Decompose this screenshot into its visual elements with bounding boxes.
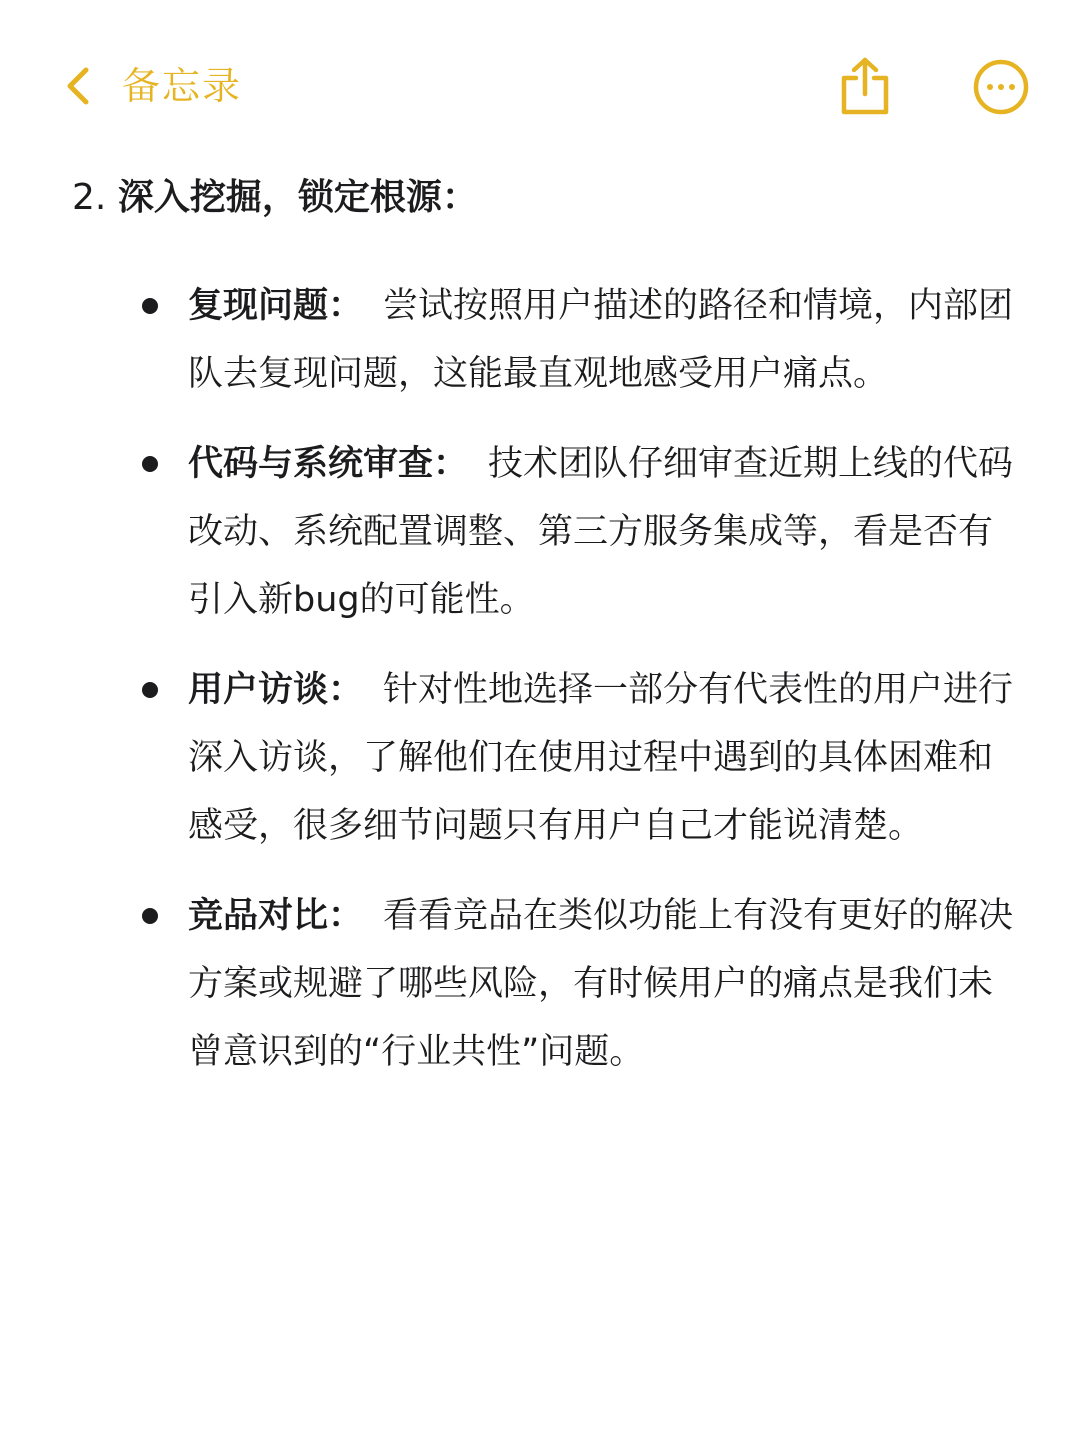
section-heading [72,172,478,224]
bullet-icon [142,682,158,698]
back-button[interactable] [62,58,242,114]
back-label: 备忘录 [122,64,243,108]
item-label: 用户访谈： [188,670,364,710]
list-item [0,272,1080,408]
list-item [0,882,1080,1086]
item-label: 竞品对比： [188,896,364,936]
bullet-icon [142,908,158,924]
share-button[interactable] [836,56,894,116]
share-icon [836,101,894,120]
navigation-bar [0,0,1080,150]
item-label: 复现问题： [188,286,364,326]
heading-text: 深入挖掘，锁定根源： [117,177,478,218]
list-item [0,656,1080,860]
bullet-icon [142,298,158,314]
chevron-left-icon [62,58,96,114]
bullet-icon [142,456,158,472]
ellipsis-circle-icon [972,101,1030,120]
item-text: 看看竞品在类似功能上有没有更好的解决方案或规避了哪些风险，有时候用户的痛点是我们未曾意识到的“行业共性”问题。 [188,896,1014,1072]
item-text: 技术团队仔细审查近期上线的代码改动、系统配置调整、第三方服务集成等，看是否有引入新bug的可能性。 [188,444,1014,620]
heading-number: 2. [72,177,107,218]
item-text: 尝试按照用户描述的路径和情境，内部团队去复现问题，这能最直观地感受用户痛点。 [188,286,1014,394]
more-options-button[interactable] [972,58,1030,116]
item-text: 针对性地选择一部分有代表性的用户进行深入访谈，了解他们在使用过程中遇到的具体困难和感受，很多细节问题只有用户自己才能说清楚。 [188,670,1014,846]
item-label: 代码与系统审查： [188,444,469,484]
bullet-list [0,272,1080,1108]
list-item [0,430,1080,634]
